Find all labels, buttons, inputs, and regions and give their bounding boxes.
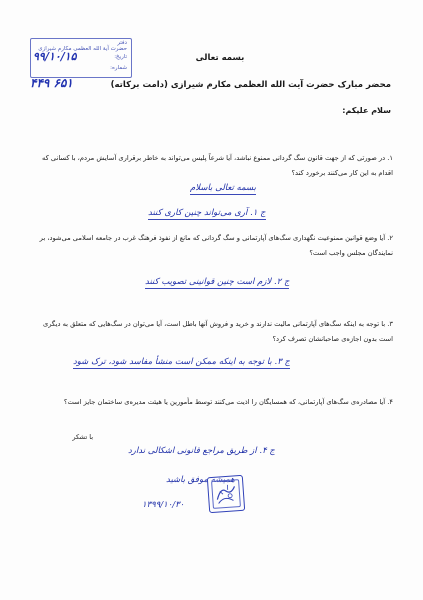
- answer-4: ج ۴. از طریق مراجع قانونی اشکالی ندارد: [128, 446, 275, 456]
- answer-prefix-1: بسمه تعالی باسلام: [190, 183, 256, 193]
- seal-emblem-icon: [212, 480, 240, 508]
- closing-wish: همیشه موفق باشید: [166, 475, 235, 485]
- stamp-date-value: ۹۹/۱۰/۱۵: [33, 50, 77, 63]
- stamp-number-value: ۶۵۱ ۴۴۹: [30, 76, 73, 90]
- official-seal: [207, 475, 245, 513]
- question-number: ۳.: [387, 320, 393, 328]
- question-text: در صورتی که از جهت قانون سگ گردانی ممنوع نباشد، آیا شرعاً پلیس می‌تواند به خاطر برقراری آسایش مردم، با کسانی که اقدام به این کار می‌کنند برخورد کند؟: [42, 154, 393, 177]
- answer-1: ج ۱. آری می‌تواند چنین کاری کنند: [148, 208, 266, 218]
- stamp-date-label: تاریخ:: [114, 54, 127, 60]
- seal-inner-border: [211, 479, 241, 509]
- question-1: [31, 151, 393, 181]
- answer-2: ج ۲. لازم است چنین قوانینی تصویب کنند: [145, 277, 290, 287]
- greeting-line: سلام علیکم:: [342, 106, 391, 115]
- question-2: [31, 231, 393, 261]
- addressee-line: محضر مبارک حضرت آیت الله العظمی مکارم شیرازی (دامت برکاته): [110, 80, 391, 90]
- thanks-line: با تشکر: [72, 433, 93, 441]
- question-text: آیا مصادره‌ی سگ‌های آپارتمانی، که همسایگان را اذیت می‌کنند توسط مأمورین یا هیئت مدیره‌ی ساختمان جایز است؟: [63, 398, 386, 406]
- question-number: ۴.: [387, 398, 393, 406]
- stamp-office-line1: دفتر: [117, 40, 127, 46]
- question-3: [31, 317, 393, 347]
- question-text: آیا وضع قوانین ممنوعیت نگهداری سگ‌های آپارتمانی و سگ گردانی که مانع از نفوذ فرهنگ غرب در جامعه اسلامی می‌شود، بر نمایندگان مجلس واجب است؟: [39, 234, 393, 257]
- answer-3: ج ۳. با توجه به اینکه ممکن است منشأ مفاسد شود، ترک شود: [73, 357, 290, 367]
- office-stamp: [30, 38, 132, 78]
- question-number: ۱.: [387, 154, 393, 162]
- question-number: ۲.: [387, 234, 393, 242]
- closing-date: ۱۳۹۹/۱۰/۳۰: [142, 500, 185, 510]
- question-text: با توجه به اینکه سگ‌های آپارتمانی مالیت ندارند و خرید و فروش آنها باطل است، آیا می‌توان در سگ‌هایی که متعلق به دیگری است بدون اجازه‌ی صاحبانشان تصرف کرد؟: [42, 320, 393, 343]
- stamp-number-label: شماره:: [110, 65, 127, 71]
- question-4: [31, 395, 393, 410]
- bismillah-heading: بسمه تعالی: [195, 53, 245, 63]
- stamp-office-line2: حضرت آیة الله العظمی مکارم شیرازی: [38, 46, 127, 52]
